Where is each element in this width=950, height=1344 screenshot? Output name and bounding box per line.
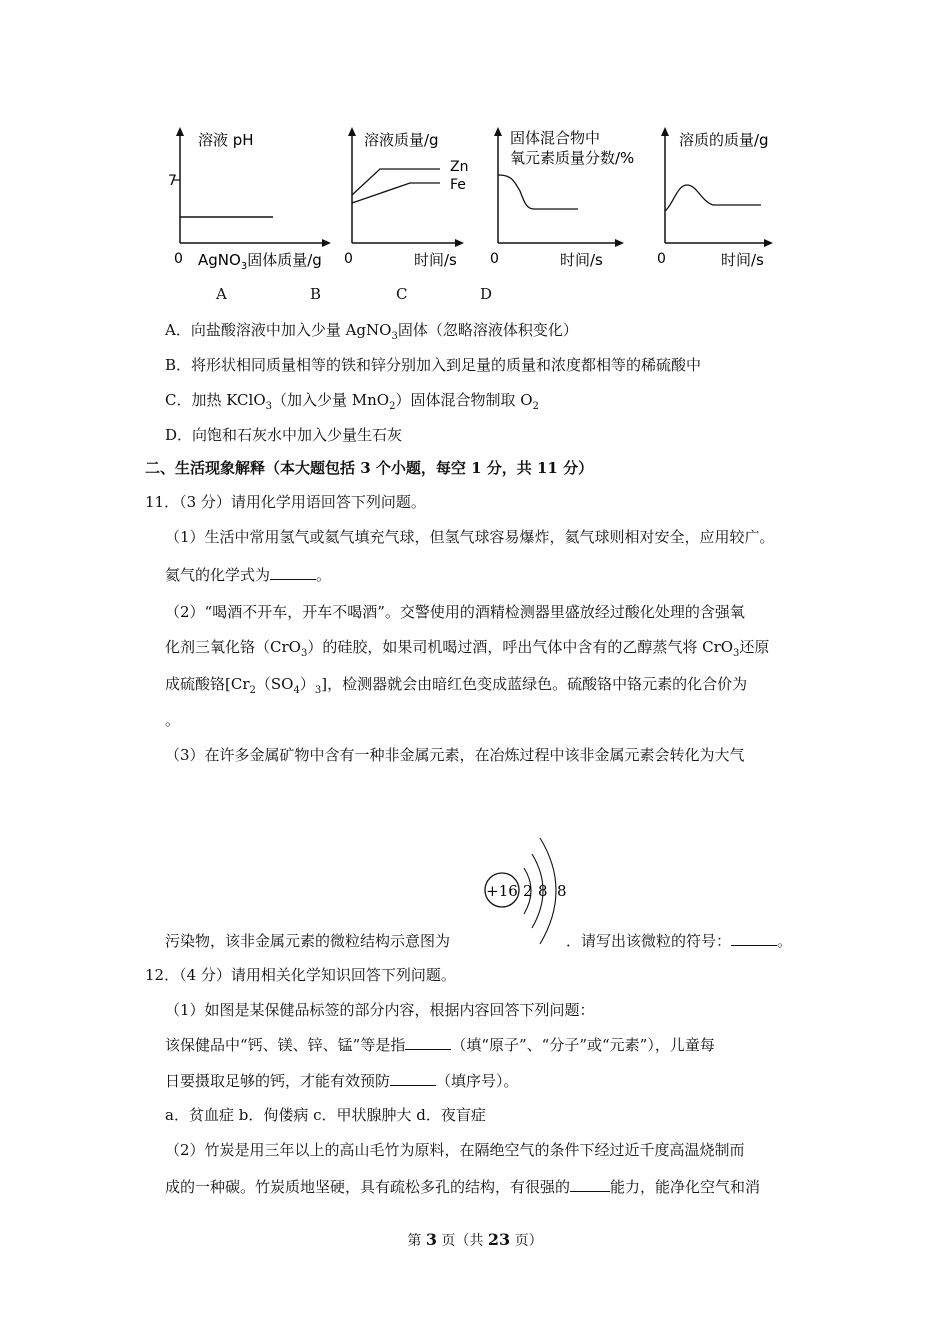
page-footer: 第 3 页（共 23 页） [407, 1230, 543, 1249]
graph-letter-d: D [480, 285, 493, 303]
graph-c-xlabel: 时间/s [560, 251, 603, 269]
q12-blank-2[interactable] [390, 1071, 436, 1086]
q12-p2-line2: 成的一种碳。竹炭质地坚硬，具有疏松多孔的结构，有很强的 能力，能净化空气和消 [165, 1178, 761, 1196]
graph-c-origin: 0 [490, 251, 499, 267]
option-b: B．将形状相同质量相等的铁和锌分别加入到足量的质量和浓度都相等的稀硫酸中 [165, 356, 702, 374]
graph-b-zn-label: Zn [450, 159, 469, 175]
graph-d-xlabel: 时间/s [721, 251, 764, 269]
graph-b-fe-curve [352, 183, 440, 203]
q11-p2-line3: 成硫酸铬$[Cr_2(SO_4)_3]$，检测器就会由暗红色变成蓝绿色。硫酸铬中铬元素的化合价为 [165, 675, 748, 696]
q12-p1-line3: 日要摄取足够的钙，才能有效预防 （填序号）。 [165, 1072, 519, 1090]
section-2-title: 二、生活现象解释（本大题包括 3 个小题，每空 1 分，共 11 分） [145, 459, 594, 477]
graph-a-ytick: 7 [168, 173, 177, 189]
q11-p1-line1: （1）生活中常用氢气或氦气填充气球，但氢气球容易爆炸，氦气球则相对安全，应用较广。 [165, 528, 775, 546]
q11-p1-line2: 氦气的化学式为 。 [165, 566, 332, 584]
q11-stem: 11．（3 分）请用化学用语回答下列问题。 [145, 493, 426, 511]
q12-blank-3[interactable] [570, 1177, 610, 1192]
q11-p3-line2-a: 污染物，该非金属元素的微粒结构示意图为 [165, 932, 451, 950]
q11-blank-1[interactable] [270, 565, 316, 580]
atom-shell-2: 8 [538, 882, 548, 900]
graph-c-ylabel-2: 氧元素质量分数/% [510, 149, 635, 167]
q11-p2-line2: 化剂三氧化铬（CrO$_3$）的硅胶，如果司机喝过酒，呼出气体中含有的乙醇蒸气将 CrO$_3$还原 [165, 638, 770, 659]
atom-nucleus-charge: +16 [486, 882, 518, 900]
graph-b-origin: 0 [344, 251, 353, 267]
q11-p3-line2-b: ．请写出该微粒的符号： 。 [566, 932, 793, 950]
graph-a [160, 125, 340, 275]
option-c: C．加热 KClO$_3$（加入少量 MnO$_2$）固体混合物制取 $O_2$ [165, 391, 539, 412]
q11-p2-line1: （2）“喝酒不开车，开车不喝酒”。交警使用的酒精检测器里盛放经过酸化处理的含强氧 [165, 603, 745, 621]
q11-blank-3[interactable] [731, 931, 777, 946]
graph-c-curve [498, 175, 578, 209]
option-d: D．向饱和石灰水中加入少量生石灰 [165, 426, 403, 444]
graph-b-fe-label: Fe [450, 177, 466, 193]
atom-structure-diagram [478, 830, 578, 948]
graph-d-curve [665, 185, 761, 211]
q11-p3-line1: （3）在许多金属矿物中含有一种非金属元素，在冶炼过程中该非金属元素会转化为大气 [165, 746, 745, 764]
graph-b [330, 125, 475, 275]
q11-p2-line4: 。 [165, 711, 181, 729]
graph-a-ylabel: 溶液 pH [198, 131, 254, 149]
q12-blank-1[interactable] [405, 1035, 451, 1050]
q12-p1-line2: 该保健品中“钙、镁、锌、锰”等是指 （填“原子”、“分子”或“元素”），儿童每 [165, 1036, 715, 1054]
graph-d-origin: 0 [657, 251, 666, 267]
atom-shell-3: 8 [557, 882, 567, 900]
q12-p1-choices: a．贫血症 b．佝偻病 c．甲状腺肿大 d．夜盲症 [165, 1106, 486, 1124]
graph-b-xlabel: 时间/s [414, 251, 457, 269]
graph-letter-a: A [216, 285, 227, 303]
q12-stem: 12．（4 分）请用相关化学知识回答下列问题。 [145, 966, 456, 984]
q12-p2-line1: （2）竹炭是用三年以上的高山毛竹为原料，在隔绝空气的条件下经过近千度高温烧制而 [165, 1141, 745, 1159]
graph-d [645, 125, 785, 275]
graph-c-ylabel-1: 固体混合物中 [510, 129, 601, 147]
graph-a-origin: 0 [174, 251, 183, 267]
graph-b-zn-curve [352, 169, 440, 195]
graph-c [478, 125, 638, 275]
option-a: A．向盐酸溶液中加入少量 AgNO$_3$固体（忽略溶液体积变化） [165, 321, 578, 342]
graph-b-ylabel: 溶液质量/g [364, 131, 439, 149]
graph-letter-b: B [310, 285, 322, 303]
q12-p1-line1: （1）如图是某保健品标签的部分内容，根据内容回答下列问题： [165, 1001, 595, 1019]
graph-d-ylabel: 溶质的质量/g [679, 131, 769, 149]
graph-letter-c: C [396, 285, 408, 303]
atom-shell-1: 2 [523, 882, 533, 900]
graph-a-xlabel: AgNO$_3$固体质量/g [198, 251, 322, 272]
